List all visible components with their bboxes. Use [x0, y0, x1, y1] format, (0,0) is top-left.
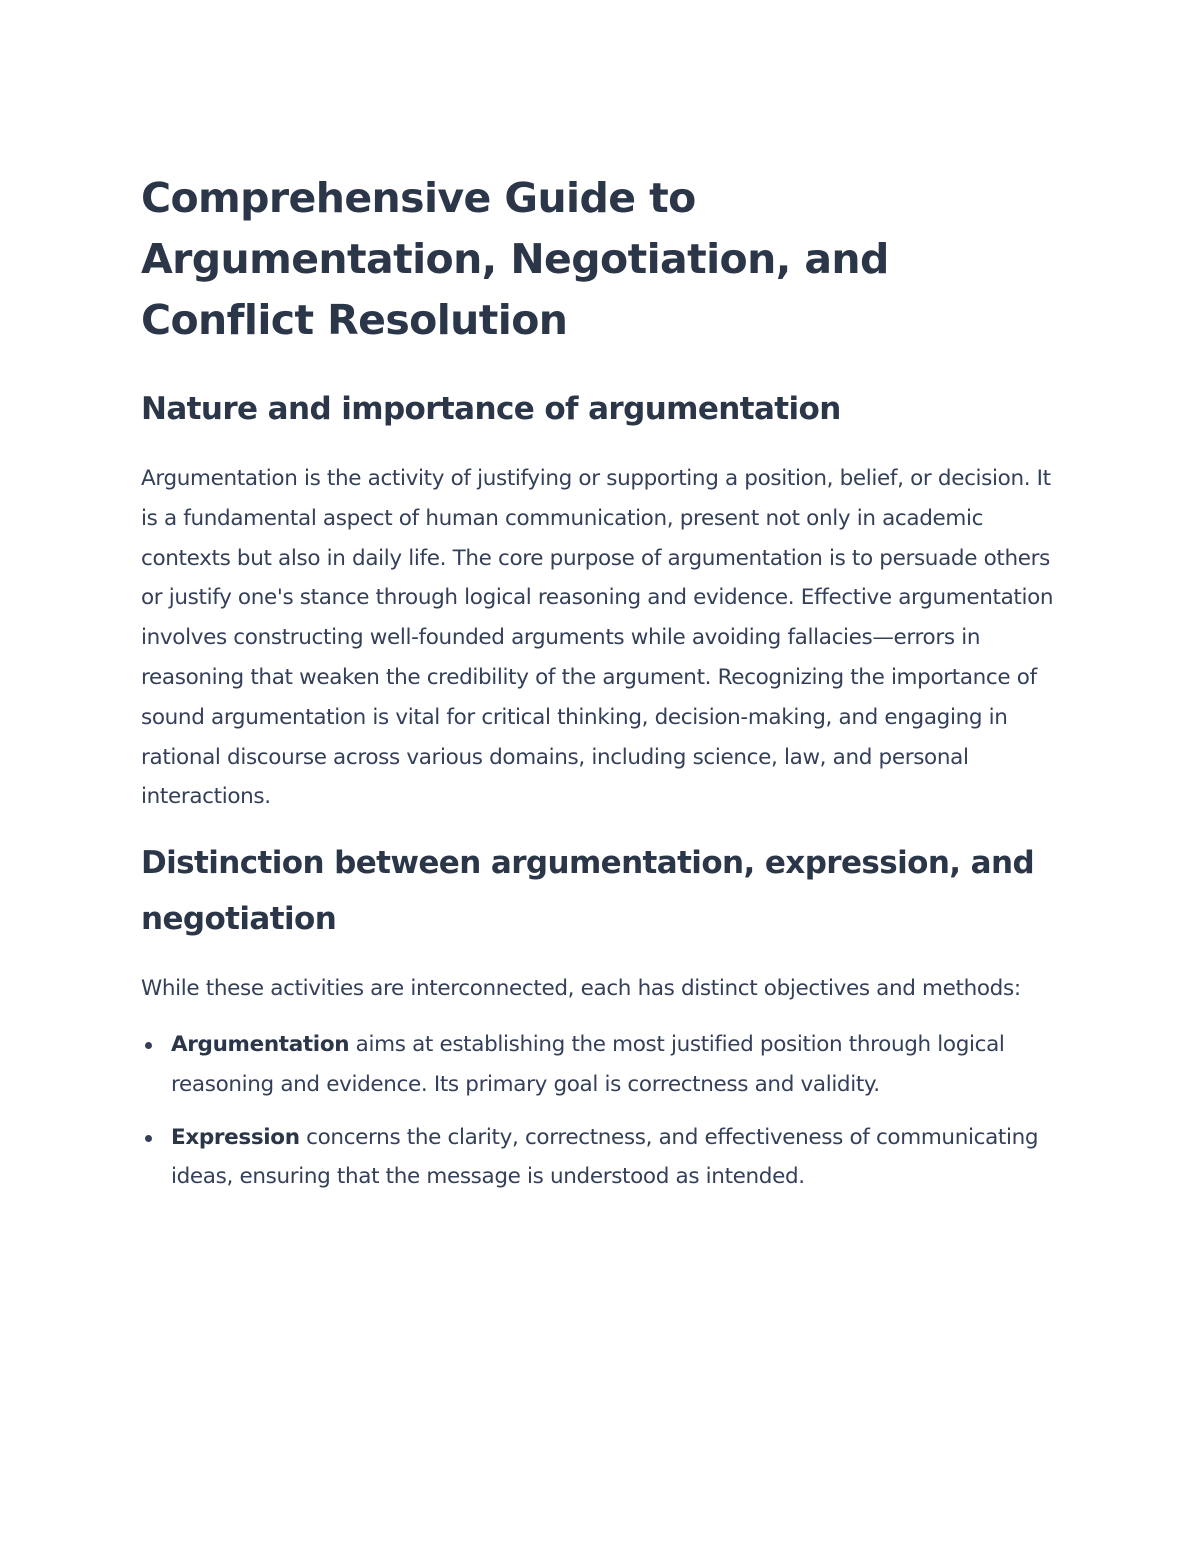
bullet-icon: [145, 1135, 152, 1142]
bullet-icon: [145, 1042, 152, 1049]
section-heading-distinction: Distinction between argumentation, expression, and negotiation: [141, 845, 1035, 938]
section-paragraph-distinction: While these activities are interconnected, each has distinct objectives and methods:: [141, 976, 1021, 1002]
list-item-text: concerns the clarity, correctness, and effectiveness of communicating ideas, ensuring that the message is understood as intended.: [171, 1124, 1039, 1190]
document-title: Comprehensive Guide to Argumentation, Negotiation, and Conflict Resolution: [141, 174, 889, 344]
list-item: [141, 1118, 1061, 1198]
list-item: [141, 1025, 1061, 1105]
list-item-text: aims at establishing the most justified position through logical reasoning and evidence. Its primary goal is correctness and validity.: [171, 1031, 1005, 1097]
section-paragraph-nature: Argumentation is the activity of justifying or supporting a position, belief, or decision. It is a fundamental aspect of human communication, present not only in academic contexts but also in daily life. The core purpose of argumentation is to persuade others or justify one's stance through logical reasoning and evidence. Effective argumentation involves constructing well-founded arguments while avoiding fallacies—errors in reasoning that weaken the credibility of the argument. Recognizing the importance of sound argumentation is vital for critical thinking, decision-making, and engaging in rational discourse across various domains, including science, law, and personal interactions.: [141, 466, 1054, 810]
document-page: [141, 168, 1061, 1210]
distinction-list: [141, 1025, 1061, 1197]
section-heading-nature: Nature and importance of argumentation: [141, 391, 841, 427]
list-item-term: Argumentation: [171, 1031, 350, 1057]
list-item-term: Expression: [171, 1124, 300, 1150]
